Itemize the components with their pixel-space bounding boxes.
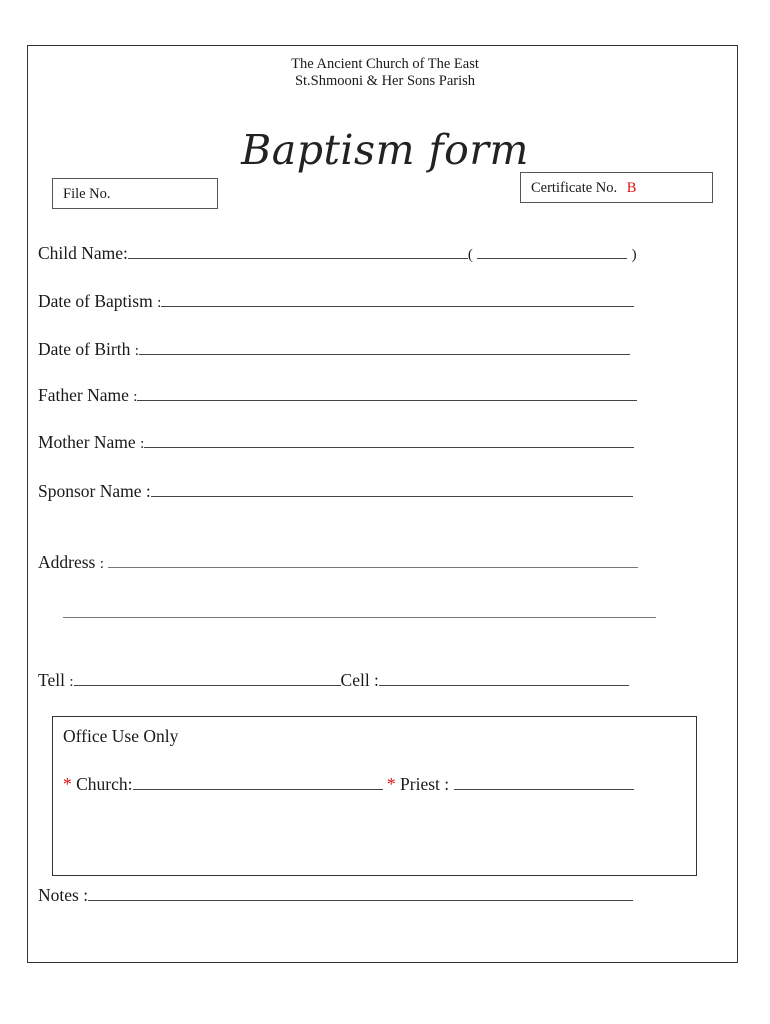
tell-input[interactable] (74, 672, 341, 686)
date-of-birth-input[interactable] (139, 341, 630, 355)
father-name-input[interactable] (137, 387, 637, 401)
certificate-number-field[interactable] (520, 172, 713, 203)
child-name-label: Child Name: (38, 243, 128, 263)
child-name-input[interactable] (128, 245, 468, 259)
office-row (63, 774, 634, 794)
sponsor-name-input[interactable] (151, 483, 633, 497)
father-name-label: Father Name (38, 385, 129, 405)
notes-label: Notes : (38, 885, 89, 905)
sponsor-name-row (38, 481, 633, 501)
form-title: Baptism form (241, 126, 529, 174)
mother-name-label: Mother Name (38, 432, 136, 452)
date-of-baptism-input[interactable] (161, 293, 634, 307)
child-name-alt-input[interactable] (477, 245, 627, 259)
required-marker: * (63, 774, 72, 794)
certificate-prefix: B (626, 180, 637, 196)
notes-input[interactable] (88, 887, 633, 901)
tell-label: Tell (38, 670, 65, 690)
cell-label: Cell : (340, 670, 379, 690)
certificate-number-label: Certificate No. (531, 180, 618, 196)
cell-input[interactable] (379, 672, 629, 686)
address-input-line2[interactable] (63, 617, 656, 618)
priest-input[interactable] (454, 776, 634, 790)
church-name: The Ancient Church of The East (291, 56, 479, 72)
church-input[interactable] (133, 776, 383, 790)
priest-label: Priest : (400, 774, 450, 794)
office-use-heading: Office Use Only (63, 726, 179, 746)
father-name-row: Father Name : (38, 385, 637, 407)
date-of-baptism-row: Date of Baptism : (38, 291, 634, 313)
file-number-label: File No. (63, 186, 111, 202)
date-of-birth-row: Date of Birth : (38, 339, 630, 361)
church-label: Church: (76, 774, 133, 794)
parish-name: St.Shmooni & Her Sons Parish (294, 73, 476, 89)
sponsor-name-label: Sponsor Name : (38, 481, 151, 501)
required-marker: * (386, 774, 396, 794)
phone-row: Tell : Cell : (38, 670, 629, 692)
file-number-field[interactable] (52, 178, 218, 209)
address-input-line1[interactable] (108, 554, 638, 568)
address-label: Address (38, 552, 96, 572)
mother-name-row: Mother Name : (38, 432, 634, 454)
mother-name-input[interactable] (144, 434, 634, 448)
date-of-baptism-label: Date of Baptism (38, 291, 153, 311)
notes-row (38, 885, 633, 905)
date-of-birth-label: Date of Birth (38, 339, 131, 359)
child-name-row: Child Name: ( ) (38, 243, 637, 263)
address-row: Address : (38, 552, 638, 574)
